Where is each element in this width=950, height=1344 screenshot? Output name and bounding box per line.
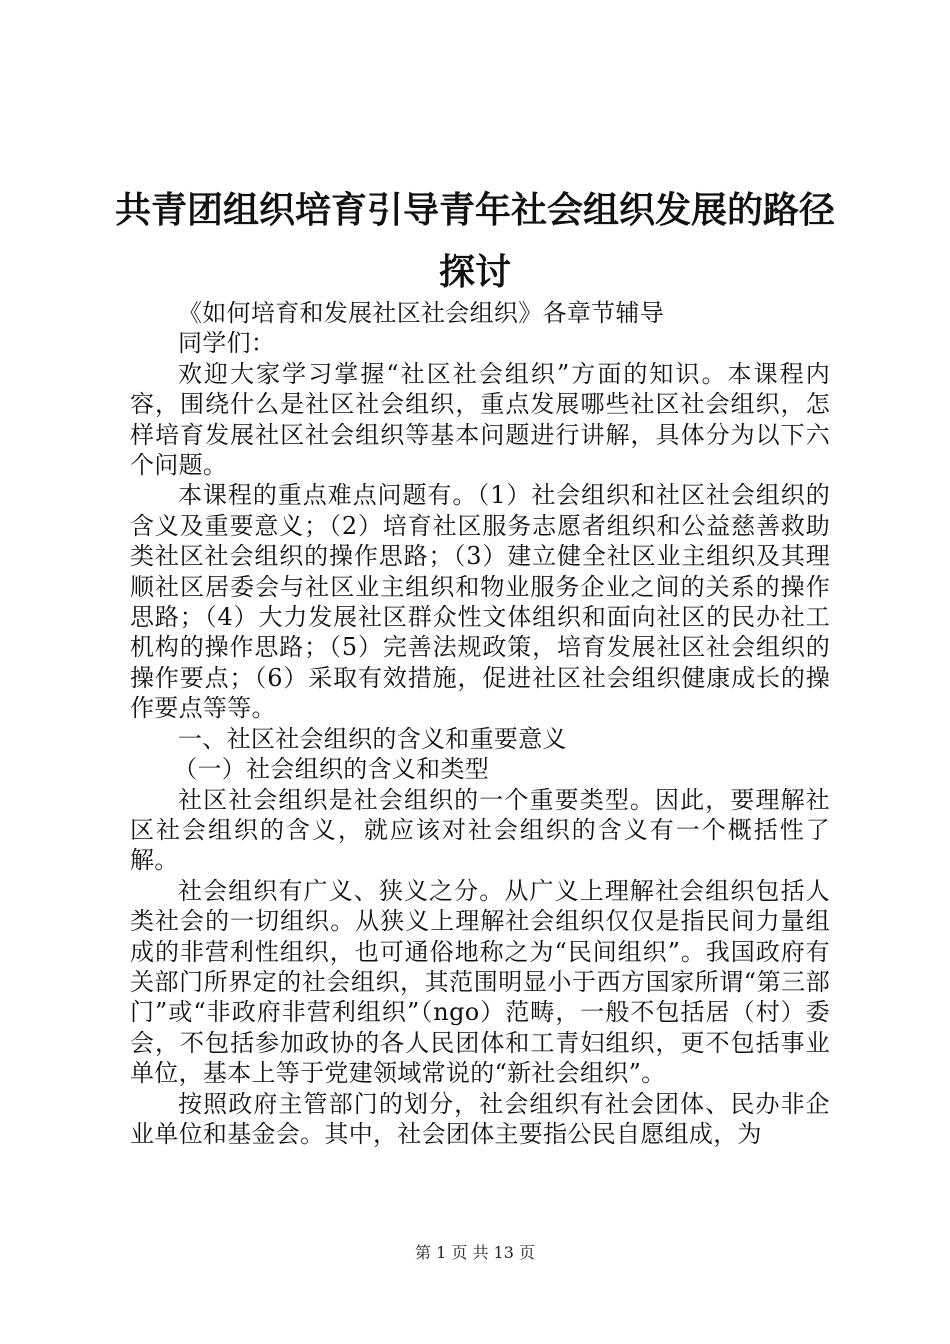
body-paragraph: 本课程的重点难点问题有。（1）社会组织和社区社会组织的含义及重要意义；（2）培育社区服务志愿者组织和公益慈善救助类社区社会组织的操作思路；（3）建立健全社区业主组织及其理顺社区居委会与社区业主组织和物业服务企业之间的关系的操作思路；（4）大力发展社区群众性文体组织和面向社区的民办社工机构的操作思路；（5）完善法规政策，培育发展社区社会组织的操作要点；（6）采取有效措施，促进社区社会组织健康成长的操作要点等等。 [130, 481, 830, 723]
body-paragraph: 社会组织有广义、狭义之分。从广义上理解社会组织包括人类社会的一切组织。从狭义上理解社会组织仅仅是指民间力量组成的非营利性组织，也可通俗地称之为“民间组织”。我国政府有关部门所界定的社会组织，其范围明显小于西方国家所谓“第三部门”或“非政府非营利组织”（ngo）范畴，一般不包括居（村）委会，不包括参加政协的各人民团体和工青妇组织，更不包括事业单位，基本上等于党建领域常说的“新社会组织”。 [130, 876, 830, 1088]
subtitle-paragraph: 《如何培育和发展社区社会组织》各章节辅导 [178, 299, 664, 327]
document-title: 共青团组织培育引导青年社会组织发展的路径探讨 [114, 190, 835, 293]
salutation-paragraph: 同学们： [178, 329, 276, 358]
body-paragraph: 按照政府主管部门的划分，社会组织有社会团体、民办非企业单位和基金会。其中，社会团体主要指公民自愿组成，为 [130, 1089, 830, 1148]
section-heading: 一、社区社会组织的含义和重要意义 [178, 724, 567, 753]
body-paragraph: 欢迎大家学习掌握“社区社会组织”方面的知识。本课程内容，围绕什么是社区社会组织，重点发展哪些社区社会组织，怎样培育发展社区社会组织等基本问题进行讲解，具体分为以下六个问题。 [130, 359, 830, 480]
body-paragraph: 社区社会组织是社会组织的一个重要类型。因此，要理解社区社会组织的含义，就应该对社会组织的含义有一个概括性了解。 [130, 785, 830, 875]
subsection-heading: （一）社会组织的含义和类型 [173, 755, 490, 784]
document-body [130, 298, 830, 1149]
page-number-footer: 第 1 页 共 13 页 [415, 1243, 535, 1262]
